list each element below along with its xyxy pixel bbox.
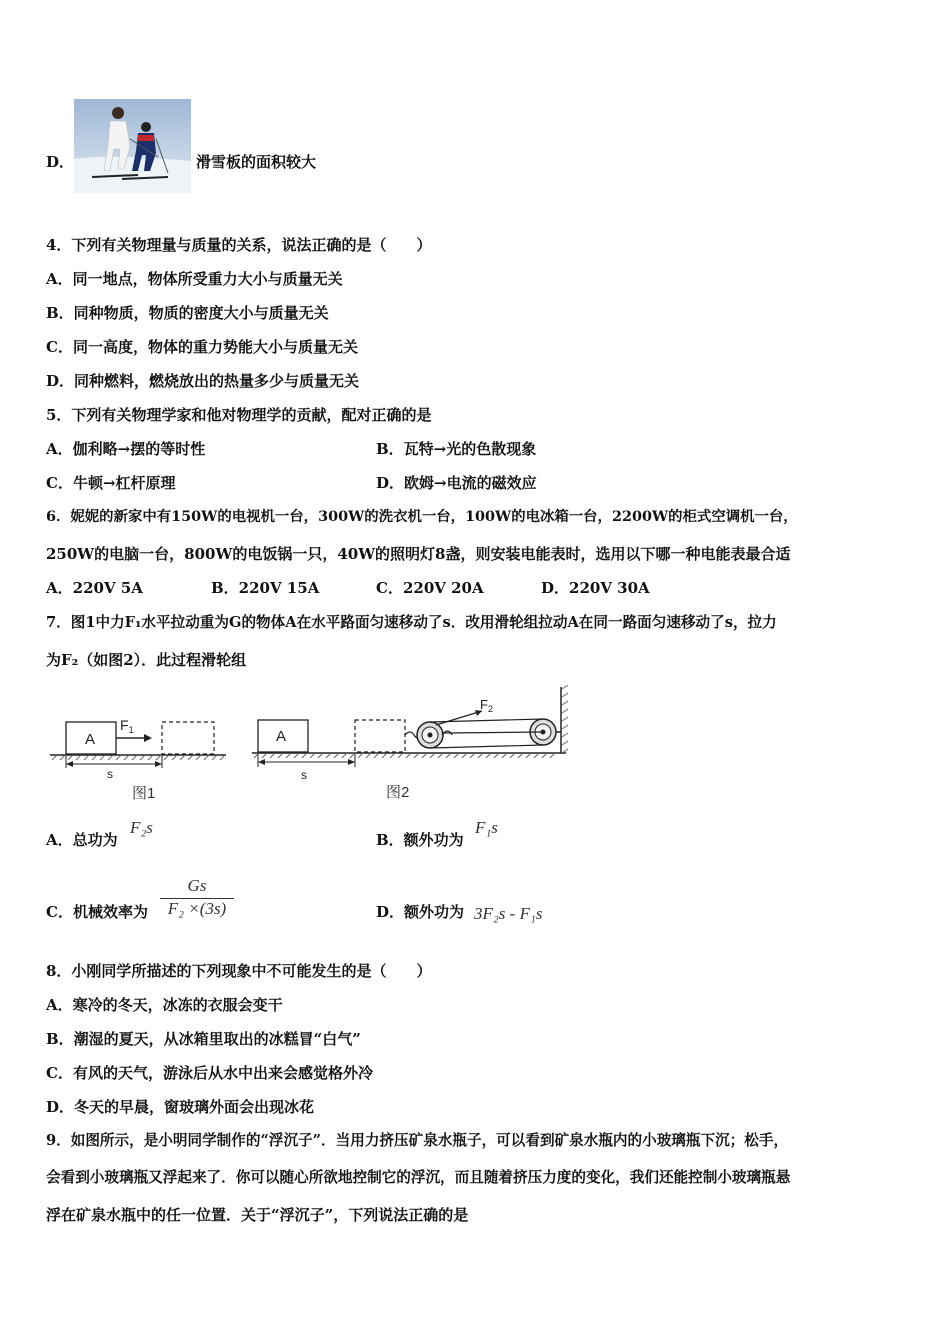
skiing-photo	[74, 99, 191, 193]
q4-option-b: B．同种物质，物质的密度大小与质量无关	[46, 304, 329, 322]
q8-option-c: C．有风的天气，游泳后从水中出来会感觉格外冷	[46, 1064, 373, 1082]
q6-stem-line1: 6．妮妮的新家中有150W的电视机一台，300W的洗衣机一台，100W的电冰箱一台，2200W的柜式空调机一台，	[46, 508, 798, 525]
q5-option-b: B．瓦特→光的色散现象	[376, 440, 537, 458]
q7-option-c: C．机械效率为	[46, 903, 148, 921]
q4-option-a: A．同一地点，物体所受重力大小与质量无关	[46, 270, 343, 288]
q8-stem: 8．小刚同学所描述的下列现象中不可能发生的是（ ）	[46, 962, 432, 980]
fig2-caption: 图2	[386, 784, 410, 801]
q3-option-d-label: D．	[46, 153, 75, 171]
q5-option-a: A．伽利略→摆的等时性	[46, 440, 206, 458]
q5-option-d: D．欧姆→电流的磁效应	[376, 474, 537, 492]
q5-stem: 5．下列有关物理学家和他对物理学的贡献，配对正确的是	[46, 406, 432, 424]
q7-option-c-denominator: F₂ ×(3s)	[167, 899, 227, 918]
q4-option-c: C．同一高度，物体的重力势能大小与质量无关	[46, 338, 358, 356]
q4-stem: 4．下列有关物理量与质量的关系，说法正确的是（ ）	[46, 236, 432, 254]
q7-option-c-numerator: Gs	[187, 876, 207, 895]
q6-option-c: C．220V 20A	[376, 579, 484, 597]
q3-option-d-text: 滑雪板的面积较大	[196, 153, 317, 171]
q4-option-d: D．同种燃料，燃烧放出的热量多少与质量无关	[46, 372, 360, 390]
q8-option-a: A．寒冷的冬天，冰冻的衣服会变干	[46, 996, 283, 1014]
q6-stem-line2: 250W的电脑一台，800W的电饭锅一只，40W的照明灯8盏，则安装电能表时，选用以下哪一种电能表最合适	[46, 545, 791, 563]
q9-stem-line1: 9．如图所示，是小明同学制作的“浮沉子”．当用力挤压矿泉水瓶子，可以看到矿泉水瓶内的小玻璃瓶下沉；松手，	[46, 1132, 789, 1149]
q7-option-a: A．总功为	[46, 831, 118, 849]
fig2-force-arrow	[436, 711, 482, 725]
q7-option-c-fraction	[160, 876, 234, 919]
q7-option-d: D．额外功为	[376, 903, 465, 921]
q9-stem-line2: 会看到小玻璃瓶又浮起来了．你可以随心所欲地控制它的浮沉，而且随着挤压力度的变化，我们还能控制小玻璃瓶悬	[46, 1169, 791, 1186]
q7-option-d-formula: 3F₂s - F₁s	[474, 904, 543, 923]
q7-stem-line2: 为F₂（如图2）．此过程滑轮组	[46, 651, 247, 669]
figure-2	[250, 685, 575, 805]
q7-option-a-formula: F₂s	[130, 818, 153, 837]
fig1-force-label: $F_1$	[120, 717, 134, 735]
q6-option-a: A．220V 5A	[46, 579, 143, 597]
q7-stem-line1: 7．图1中力F₁水平拉动重为G的物体A在水平路面匀速移动了s．改用滑轮组拉动A在同一路面匀速移动了s，拉力	[46, 614, 777, 631]
q9-stem-line3: 浮在矿泉水瓶中的任一位置．关于“浮沉子”，下列说法正确的是	[46, 1206, 469, 1224]
fig2-distance-label: s	[301, 768, 307, 782]
q6-option-d: D．220V 30A	[541, 579, 650, 597]
fig2-force-label: $F_2$	[480, 697, 493, 714]
q7-option-b: B．额外功为	[376, 831, 464, 849]
fig2-block-label: A	[276, 728, 287, 745]
q8-option-d: D．冬天的早晨，窗玻璃外面会出现冰花	[46, 1098, 315, 1116]
fig1-dashed-block	[162, 722, 214, 754]
fig1-block-label: A	[85, 731, 96, 748]
q5-option-c: C．牛顿→杠杆原理	[46, 474, 176, 492]
fig1-distance-label: s	[107, 767, 113, 781]
fig2-dashed-block	[355, 720, 405, 752]
figure-1	[44, 712, 234, 807]
q8-option-b: B．潮湿的夏天，从冰箱里取出的冰糕冒“白气”	[46, 1030, 361, 1048]
q6-option-b: B．220V 15A	[211, 579, 320, 597]
fig1-caption: 图1	[132, 785, 156, 802]
q7-option-b-formula: F₁s	[475, 818, 498, 837]
